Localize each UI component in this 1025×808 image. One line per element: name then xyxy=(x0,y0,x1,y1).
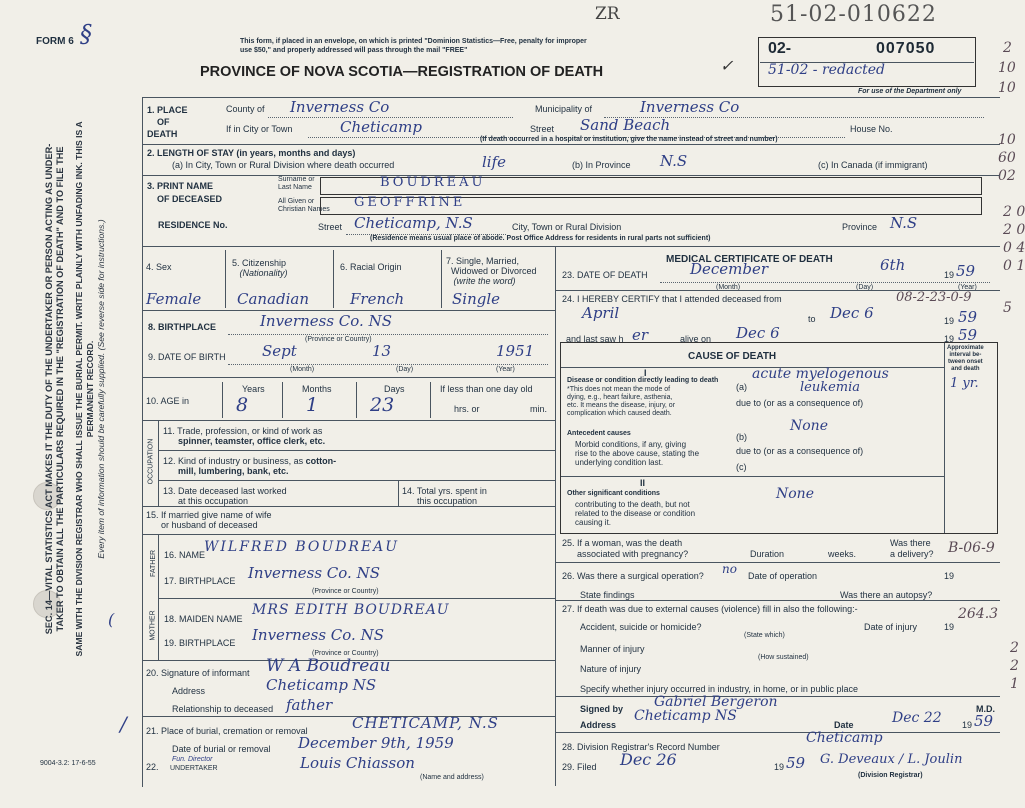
occ-rule-1 xyxy=(158,450,555,451)
cause-ii-label: II xyxy=(640,478,646,488)
cause-c-label: (c) xyxy=(736,462,747,472)
op-19-label: 19 xyxy=(944,571,955,581)
age-days-value: 23 xyxy=(370,394,395,416)
occupation-col xyxy=(158,420,159,506)
med-cert-title: MEDICAL CERTIFICATE OF DEATH xyxy=(666,254,833,265)
dob-line xyxy=(228,364,548,365)
hrs-label: hrs. or xyxy=(454,404,480,414)
weeks-label: weeks. xyxy=(828,549,857,559)
right-code-10: 0 1 xyxy=(1003,258,1025,274)
informant-label: 20. Signature of informant xyxy=(146,668,250,678)
margin-pen-mark-1: ( xyxy=(108,610,115,629)
residence-note: (Residence means usual place of abode. Post Office Address for residents in rural parts not sufficient) xyxy=(370,235,711,242)
rule-after-residence xyxy=(142,246,1000,247)
right-code-2: 10 xyxy=(998,60,1016,76)
racial-value: French xyxy=(350,290,405,308)
signed-by-label: Signed by xyxy=(580,704,624,714)
rule-sign xyxy=(555,732,1000,733)
racial-label: 6. Racial Origin xyxy=(340,262,402,272)
age-years-value: 8 xyxy=(236,394,249,416)
right-code-8: 2 0 xyxy=(1003,222,1025,238)
date-injury-label: Date of injury xyxy=(864,622,918,632)
other-note: contributing to the death, but not related to the disease or condition causing it. xyxy=(575,500,696,527)
how-sustained-label: (How sustained) xyxy=(758,654,809,661)
other-value: None xyxy=(776,486,814,502)
dob-year-value: 1951 xyxy=(496,342,535,360)
rule-25 xyxy=(555,562,1000,563)
alive-on-label: alive on xyxy=(680,334,712,344)
death-day-value: 6th xyxy=(880,256,906,274)
occ-13-14 xyxy=(398,480,399,506)
med-date-value: Dec 22 xyxy=(892,710,942,726)
father-bp-note: (Province or Country) xyxy=(312,588,379,595)
right-code-7: 2 0 xyxy=(1003,204,1025,220)
filed-value: Dec 26 xyxy=(620,750,677,769)
cert-to-value: Dec 6 xyxy=(830,304,874,322)
dob-year-label: (Year) xyxy=(496,366,515,373)
dob-month-value: Sept xyxy=(262,342,297,360)
county-value: Inverness Co xyxy=(290,98,390,116)
spouse-label: 15. If married give name of wife or husband of deceased xyxy=(146,510,272,530)
filed-label: 29. Filed xyxy=(562,762,597,772)
signed-by-value: Gabriel Bergeron xyxy=(654,694,778,710)
notice-line-2: use $50," and properly addressed will pass through the mail "FREE" xyxy=(240,47,468,54)
interval-col xyxy=(944,343,945,533)
burial-place-label: 21. Place of burial, cremation or removal xyxy=(146,726,308,736)
m-code-2: 2 xyxy=(1010,658,1019,674)
findings-label: State findings xyxy=(580,590,635,600)
less-day-label: If less than one day old xyxy=(440,384,533,394)
form-number: FORM 6 xyxy=(36,36,74,47)
page-title: PROVINCE OF NOVA SCOTIA—REGISTRATION OF DEATH xyxy=(200,64,604,80)
municipality-value: Inverness Co xyxy=(640,98,740,116)
age-months-label: Months xyxy=(302,384,332,394)
city-town-value: Cheticamp xyxy=(340,118,423,136)
birthplace-label: 8. BIRTHPLACE xyxy=(148,322,217,332)
m-code-3: 1 xyxy=(1010,676,1019,692)
delivery-code: B-06-9 xyxy=(948,540,995,556)
maiden-label: 18. MAIDEN NAME xyxy=(164,614,243,624)
age-months-value: 1 xyxy=(306,394,319,416)
cert-to-label: to xyxy=(808,314,816,324)
birthplace-line xyxy=(228,334,548,335)
res-street-value: Cheticamp, N.S xyxy=(354,214,473,232)
min-label: min. xyxy=(530,404,548,414)
cert-19-label: 19 xyxy=(944,316,955,326)
cause-i-label: I xyxy=(644,368,647,378)
sidebar-instructions xyxy=(44,109,66,669)
right-code-5: 60 xyxy=(998,150,1016,166)
death-year-value: 59 xyxy=(956,262,976,280)
mother-bp-label: 19. BIRTHPLACE xyxy=(164,638,236,648)
m-code-1: 2 xyxy=(1010,640,1019,656)
citizenship-label: 5. Citizenship (Nationality) xyxy=(232,258,288,278)
due-to-2-label: due to (or as a consequence of) xyxy=(736,446,864,456)
father-name-label: 16. NAME xyxy=(164,550,206,560)
cert-year-value: 59 xyxy=(958,308,978,326)
death-day-label: (Day) xyxy=(856,284,874,291)
undertaker-value: Louis Chiasson xyxy=(300,754,415,772)
registration-prefix: 02- xyxy=(768,40,792,57)
duration-label: Duration xyxy=(750,549,785,559)
cause-ii-rule xyxy=(561,476,945,477)
external-label: 27. If death was due to external causes (violence) fill in also the following:- xyxy=(562,604,858,614)
form-number-mark: § xyxy=(80,20,92,48)
birthplace-value: Inverness Co. NS xyxy=(260,312,392,330)
right-code-11: 5 xyxy=(1003,300,1012,316)
filed-year-value: 59 xyxy=(786,754,806,772)
right-code-9: 0 4 xyxy=(1003,240,1025,256)
age-label: 10. AGE in xyxy=(146,396,190,406)
rule-after-father xyxy=(158,598,555,599)
rule-26 xyxy=(555,600,1000,601)
due-to-1-label: due to (or as a consequence of) xyxy=(736,398,864,408)
mother-bp-note: (Province or Country) xyxy=(312,650,379,657)
med-address-value: Cheticamp NS xyxy=(634,708,737,724)
mother-bp-value: Inverness Co. NS xyxy=(252,626,384,644)
rule-center xyxy=(555,246,556,786)
interval-label: Approximate interval be- tween onset and death xyxy=(947,345,984,372)
burial-date-value: December 9th, 1959 xyxy=(298,734,454,752)
registrar-signature: G. Deveaux / L. Joulin xyxy=(820,752,963,767)
stay-b-value: N.S xyxy=(660,152,688,170)
dob-day-label: (Day) xyxy=(396,366,414,373)
age-col-3 xyxy=(356,382,357,418)
rule-6-7 xyxy=(441,250,442,308)
alive-year-value: 59 xyxy=(958,326,978,344)
occ-rule-2 xyxy=(158,480,555,481)
relationship-label: Relationship to deceased xyxy=(172,704,274,714)
div-reg-label: 28. Division Registrar's Record Number xyxy=(562,742,720,752)
age-col-4 xyxy=(430,382,431,418)
place-of-death-label: 1. PLACE OF DEATH xyxy=(147,105,188,139)
given-label: All Given or Christian Names xyxy=(278,198,330,213)
mother-side-label: MOTHER xyxy=(149,610,157,641)
date-op-label: Date of operation xyxy=(748,571,818,581)
informant-address-label: Address xyxy=(172,686,206,696)
county-label: County of xyxy=(226,104,265,114)
med-year-value: 59 xyxy=(974,712,994,730)
death-19-label: 19 xyxy=(944,270,955,280)
death-month-value: December xyxy=(690,260,769,278)
occupation-side-label: OCCUPATION xyxy=(147,438,155,485)
div-registrar-label: (Division Registrar) xyxy=(858,772,923,779)
birthplace-prov-note: (Province or Country) xyxy=(305,336,372,343)
cert-from-value: April xyxy=(582,304,620,322)
check-mark: ✓ xyxy=(720,56,734,75)
undertaker-pre-value: Fun. Director xyxy=(172,756,213,763)
undertaker-name-address-note: (Name and address) xyxy=(420,774,484,781)
rule-after-place xyxy=(142,144,1000,145)
informant-signature: W A Boudreau xyxy=(266,656,391,676)
med-address-label: Address xyxy=(580,720,617,730)
immediate-label: Disease or condition directly leading to death xyxy=(567,377,719,384)
antecedent-note: Morbid conditions, if any, giving rise to the above cause, stating the underlying condition last. xyxy=(575,440,700,467)
sidebar-line-3: SAME WITH THE DIVISION REGISTRAR WHO SHALL ISSUE THE BURIAL PERMIT. WRITE PLAINLY WITH UNFADING INK. THIS IS A PERMANENT RECORD. xyxy=(74,121,95,657)
municipality-label: Municipality of xyxy=(535,104,593,114)
div-reg-value: Cheticamp xyxy=(806,730,883,746)
citizenship-value: Canadian xyxy=(237,290,310,308)
certify-label: 24. I HEREBY CERTIFY that I attended deceased from xyxy=(562,294,782,304)
rule-4-5 xyxy=(225,250,226,308)
right-code-3: 10 xyxy=(998,80,1016,96)
manner-label: Manner of injury xyxy=(580,644,645,654)
right-code-1: 2 xyxy=(1003,40,1012,56)
nature-label: Nature of injury xyxy=(580,664,642,674)
rule-after-dob xyxy=(142,377,555,378)
registration-handwritten: 51-02 - redacted xyxy=(768,62,885,78)
res-street-label: Street xyxy=(318,222,343,232)
surgical-value: no xyxy=(722,562,737,576)
alive-on-value: Dec 6 xyxy=(736,324,780,342)
top-reg-handwritten: 51-02-010622 xyxy=(770,2,937,27)
state-which-label: (State which) xyxy=(744,632,785,639)
sidebar-instructions-2 xyxy=(74,109,106,669)
autopsy-label: Was there an autopsy? xyxy=(840,590,933,600)
sidebar-line-4: Every item of information should be carefully supplied. (See reverse side for instructions.) xyxy=(96,219,106,559)
form-code: 9004-3.2: 17-6-55 xyxy=(40,760,96,767)
stay-b-label: (b) In Province xyxy=(572,160,631,170)
alive-19-label: 19 xyxy=(944,334,955,344)
med-19-label: 19 xyxy=(962,720,973,730)
total-yrs-label: 14. Total yrs. spent in this occupation xyxy=(402,486,487,506)
dob-day-value: 13 xyxy=(372,342,392,360)
undertaker-label-text: UNDERTAKER xyxy=(170,765,218,772)
age-days-label: Days xyxy=(384,384,405,394)
father-bp-value: Inverness Co. NS xyxy=(248,564,380,582)
cause-title: CAUSE OF DEATH xyxy=(688,351,777,362)
immediate-note: *This does not mean the mode of dying, e.g., heart failure, asthenia, etc. It means the disease, injury, or complication which caused death. xyxy=(567,386,676,417)
death-year-label: (Year) xyxy=(958,284,977,291)
last-saw-value: er xyxy=(632,326,649,344)
res-province-label: Province xyxy=(842,222,878,232)
cause-b-value: None xyxy=(790,418,828,434)
length-of-stay-label: 2. LENGTH OF STAY (in years, months and days) xyxy=(147,148,356,158)
cause-a2-value: leukemia xyxy=(800,380,861,395)
stay-a-label: (a) In City, Town or Rural Division where death occurred xyxy=(172,160,395,170)
age-years-label: Years xyxy=(242,384,265,394)
industry-label: 12. Kind of industry or business, as cotton- mill, lumbering, bank, etc. xyxy=(163,456,337,476)
institution-note: (If death occurred in a hospital or institution, give the name instead of street and number) xyxy=(480,136,778,143)
death-month-label: (Month) xyxy=(716,284,741,291)
rule-after-stay xyxy=(142,175,1000,176)
antecedent-label: Antecedent causes xyxy=(567,430,631,437)
top-initials: ZR xyxy=(595,4,620,24)
date-death-line xyxy=(660,282,990,283)
given-value: GEOFFRINE xyxy=(354,195,466,210)
date-of-death-label: 23. DATE OF DEATH xyxy=(562,270,648,280)
parent-col xyxy=(158,534,159,660)
margin-pen-mark-2: / xyxy=(120,712,127,736)
dept-use-note: For use of the Department only xyxy=(858,88,962,95)
street-value: Sand Beach xyxy=(580,116,671,134)
city-town-label: If in City or Town xyxy=(226,124,293,134)
date-last-label: 13. Date deceased last worked at this occupation xyxy=(163,486,287,506)
rule-5-6 xyxy=(333,250,334,308)
surgical-label: 26. Was there a surgical operation? xyxy=(562,571,704,581)
cert-code: 08-2-23-0-9 xyxy=(896,290,972,305)
stay-c-label: (c) In Canada (if immigrant) xyxy=(818,160,928,170)
md-label: M.D. xyxy=(976,704,995,714)
father-name-value: WILFRED BOUDREAU xyxy=(204,539,400,555)
rule-top xyxy=(142,97,1000,98)
undertaker-label: 22. xyxy=(146,762,159,772)
injury-19-label: 19 xyxy=(944,622,955,632)
rule-left xyxy=(142,97,143,787)
father-bp-label: 17. BIRTHPLACE xyxy=(164,576,236,586)
rule-after-occ xyxy=(142,506,555,507)
res-city-label: City, Town or Rural Division xyxy=(512,222,622,232)
marital-value: Single xyxy=(452,290,501,308)
dob-label: 9. DATE OF BIRTH xyxy=(148,352,226,362)
street-label: Street xyxy=(530,124,555,134)
sidebar-line-1: SEC. 14—VITAL STATISTICS ACT MAKES IT THE DUTY OF THE UNDERTAKER OR PERSON ACTING AS UNDER- xyxy=(44,143,54,635)
surname-value: BOUDREAU xyxy=(380,175,486,190)
relationship-value: father xyxy=(286,696,333,714)
filed-19-label: 19 xyxy=(774,762,785,772)
right-code-4: 10 xyxy=(998,132,1016,148)
cause-a-label: (a) xyxy=(736,382,747,392)
specify-label: Specify whether injury occurred in industry, in home, or in public place xyxy=(580,684,858,694)
cause-a1-value: acute myelogenous xyxy=(752,366,889,382)
interval-a-value: 1 yr. xyxy=(950,376,979,391)
rule-after-spouse xyxy=(142,534,555,535)
right-code-6: 02 xyxy=(998,168,1016,184)
father-side-label: FATHER xyxy=(150,549,158,578)
notice-line-1: This form, if placed in an envelope, on which is printed "Dominion Statistics—Free, penalty for improper xyxy=(240,38,587,45)
delivery-label: Was there a delivery? xyxy=(890,538,934,559)
age-col-2 xyxy=(282,382,283,418)
other-sig-label: Other significant conditions xyxy=(567,490,660,497)
med-date-label: Date xyxy=(834,720,854,730)
last-saw-label: and last saw h xyxy=(566,334,624,344)
age-col-1 xyxy=(222,382,223,418)
dob-month-label: (Month) xyxy=(290,366,315,373)
burial-place-value: CHETICAMP, N.S xyxy=(352,714,499,732)
maiden-value: MRS EDITH BOUDREAU xyxy=(252,602,450,618)
rule-after-age xyxy=(142,420,555,421)
house-no-label: House No. xyxy=(850,124,893,134)
burial-date-label: Date of burial or removal xyxy=(172,744,271,754)
registration-number: 007050 xyxy=(876,40,936,57)
external-code: 264.3 xyxy=(958,606,999,622)
sex-label: 4. Sex xyxy=(146,262,172,272)
rule-after-sex xyxy=(142,310,555,311)
res-province-value: N.S xyxy=(890,214,918,232)
residence-label: RESIDENCE No. xyxy=(158,220,228,230)
trade-label: 11. Trade, profession, or kind of work as spinner, teamster, office clerk, etc. xyxy=(163,426,326,446)
pregnancy-label: 25. If a woman, was the death associated with pregnancy? xyxy=(562,538,689,559)
stay-a-value: life xyxy=(482,153,507,171)
cause-b-label: (b) xyxy=(736,432,747,442)
informant-address-value: Cheticamp NS xyxy=(266,676,377,694)
marital-label: 7. Single, Married, Widowed or Divorced (write the word) xyxy=(446,256,537,286)
accident-label: Accident, suicide or homicide? xyxy=(580,622,702,632)
sidebar-line-2: TAKER TO OBTAIN ALL THE PARTICULARS REQUIRED IN THE "REGISTRATION OF DEATH" AND TO FILE THE xyxy=(55,146,65,632)
surname-label: Surname or Last Name xyxy=(278,176,315,191)
print-name-label: 3. PRINT NAME OF DECEASED xyxy=(147,181,223,204)
sex-value: Female xyxy=(146,290,202,308)
